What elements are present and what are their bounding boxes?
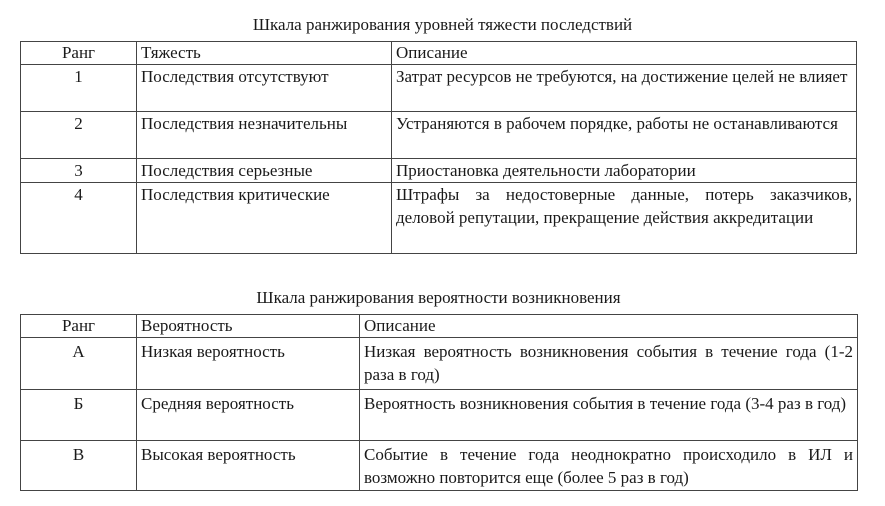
rank-cell: В <box>21 441 137 491</box>
description-cell: Устраняются в рабочем порядке, работы не останавливаются <box>392 112 857 159</box>
header-rank: Ранг <box>21 42 137 65</box>
rank-cell: Б <box>21 390 137 441</box>
description-cell: Штрафы за недостоверные данные, потерь заказчиков, деловой репутации, прекращение действия аккредитации <box>392 183 857 254</box>
table-row <box>21 159 857 183</box>
severity-cell: Последствия незначительны <box>137 112 392 159</box>
severity-scale-table <box>20 41 857 254</box>
header-description: Описание <box>360 315 858 338</box>
probability-table-caption: Шкала ранжирования вероятности возникновения <box>256 288 621 307</box>
table-header-row <box>21 42 857 65</box>
rank-cell: А <box>21 338 137 390</box>
table-row <box>21 338 858 390</box>
description-cell: Низкая вероятность возникновения события в течение года (1-2 раза в год) <box>360 338 858 390</box>
header-probability: Вероятность <box>137 315 360 338</box>
rank-cell: 4 <box>21 183 137 254</box>
rank-cell: 3 <box>21 159 137 183</box>
description-cell: Вероятность возникновения события в течение года (3-4 раз в год) <box>360 390 858 441</box>
severity-table-caption: Шкала ранжирования уровней тяжести последствий <box>252 15 633 34</box>
rank-cell: 2 <box>21 112 137 159</box>
probability-scale-table <box>20 314 858 491</box>
table-row <box>21 112 857 159</box>
header-severity: Тяжесть <box>137 42 392 65</box>
header-rank: Ранг <box>21 315 137 338</box>
probability-cell: Высокая вероятность <box>137 441 360 491</box>
description-cell: Событие в течение года неоднократно происходило в ИЛ и возможно повторится еще (более 5 раз в год) <box>360 441 858 491</box>
table-header-row <box>21 315 858 338</box>
table-row <box>21 390 858 441</box>
table-row <box>21 65 857 112</box>
probability-cell: Низкая вероятность <box>137 338 360 390</box>
description-cell: Затрат ресурсов не требуются, на достижение целей не влияет <box>392 65 857 112</box>
probability-cell: Средняя вероятность <box>137 390 360 441</box>
severity-cell: Последствия критические <box>137 183 392 254</box>
header-description: Описание <box>392 42 857 65</box>
description-cell: Приостановка деятельности лаборатории <box>392 159 857 183</box>
severity-cell: Последствия серьезные <box>137 159 392 183</box>
severity-cell: Последствия отсутствуют <box>137 65 392 112</box>
rank-cell: 1 <box>21 65 137 112</box>
table-row <box>21 441 858 491</box>
table-row <box>21 183 857 254</box>
